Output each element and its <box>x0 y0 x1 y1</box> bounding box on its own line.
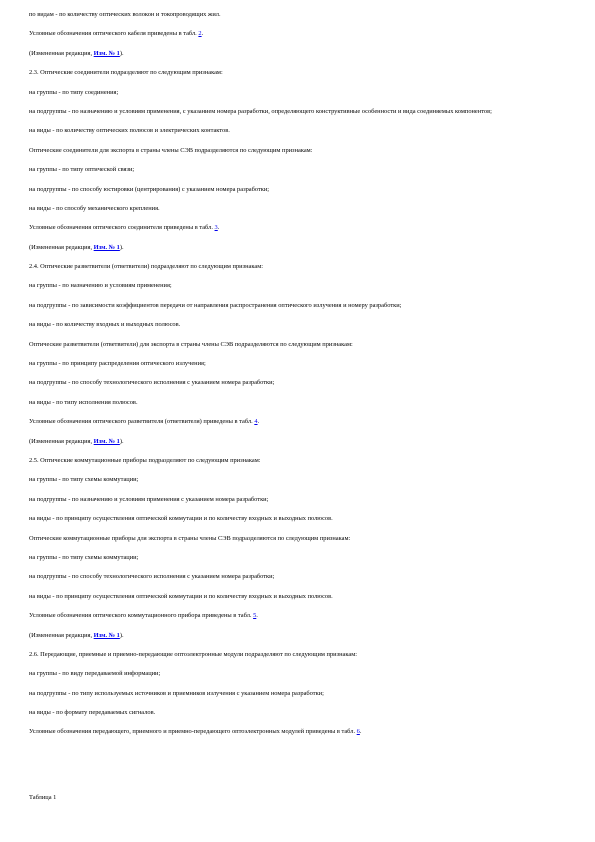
paragraph-text: по видам - по количеству оптических волокон и токопроводящих жил. <box>29 11 221 18</box>
paragraph-text: Оптические разветвители (ответвители) для экспорта в страны члены СЭВ подразделяются по следующим признакам: <box>29 340 353 348</box>
paragraph-text: на виды - по принципу осуществления оптической коммутации и по количеству входных и выходных полюсов. <box>29 515 333 523</box>
paragraph-text-after: . <box>359 728 362 736</box>
paragraph-text: (Измененная редакция, <box>29 49 94 57</box>
table-link[interactable]: 6 <box>356 728 360 736</box>
paragraph-text: на группы - по типу схемы коммутации; <box>29 476 139 484</box>
paragraph <box>29 632 569 640</box>
paragraph-text: на группы - по виду передаваемой информации; <box>29 670 161 678</box>
paragraph-text-after: . <box>256 612 258 620</box>
paragraph-text: (Измененная редакция, <box>29 243 94 251</box>
paragraph-text: Оптические соединители для экспорта в страны члены СЭВ подразделяются по следующим признакам: <box>29 146 313 154</box>
paragraph-text: (Измененная редакция, <box>29 437 94 445</box>
paragraph <box>29 418 569 426</box>
paragraph <box>29 593 569 601</box>
paragraph <box>29 321 569 329</box>
table-caption: Таблица 1 <box>29 794 57 801</box>
table-link[interactable]: 5 <box>253 612 257 620</box>
paragraph <box>29 573 569 581</box>
amendment-link[interactable]: Изм. № 1 <box>93 437 120 445</box>
paragraph <box>29 147 569 155</box>
amendment-link[interactable]: Изм. № 1 <box>93 631 120 639</box>
paragraph-text: на группы - по типу схемы коммутации; <box>29 553 139 561</box>
paragraph <box>29 205 569 213</box>
amendment-link[interactable]: Изм. № 1 <box>93 243 120 251</box>
paragraph <box>29 651 569 659</box>
paragraph-text: на подгруппы - по зависимости коэффициентов передачи от направления распространения оптического излучения и номеру разработки; <box>29 301 402 309</box>
paragraph <box>29 69 569 77</box>
paragraph <box>29 535 569 543</box>
paragraph <box>29 244 569 252</box>
paragraph <box>29 263 569 271</box>
paragraph-text: на подгруппы - по типу используемых источников и приемников излучения с указанием номера разработки; <box>29 689 324 697</box>
paragraph-text: на подгруппы - по способу технологического исполнения с указанием номера разработки; <box>29 379 275 387</box>
paragraph-text: на подгруппы - по назначению и условиям применения, с указанием номера разработки, определяющего конструктивные особенности и вида соединяемых компонентов; <box>29 107 492 115</box>
paragraph <box>29 515 569 523</box>
paragraph-text: на группы - по назначению и условиям применения; <box>29 282 172 290</box>
paragraph-text: на группы - по принципу распределения оптического излучения; <box>29 360 206 368</box>
paragraph-text: на виды - по формату передаваемых сигналов. <box>29 709 156 717</box>
paragraph <box>29 108 569 116</box>
paragraph-text: 2.3. Оптические соединители подразделяют по следующим признакам: <box>29 69 223 77</box>
paragraph-text: на группы - по типу оптической связи; <box>29 166 135 174</box>
paragraph-text: на подгруппы - по способу юстировки (центрирования) с указанием номера разработки; <box>29 185 270 193</box>
paragraph-text: на виды - по количеству оптических полюсов и электрических контактов. <box>29 127 230 135</box>
paragraph-text: Условные обозначения оптического кабеля приведены в табл. <box>29 30 199 38</box>
paragraph-text-after: ). <box>119 437 124 445</box>
table-link[interactable]: 4 <box>254 418 258 426</box>
paragraph-text-after: . <box>201 30 204 38</box>
paragraph <box>29 302 569 310</box>
paragraph <box>29 690 569 698</box>
paragraph <box>29 438 569 446</box>
paragraph <box>29 50 569 58</box>
paragraph-text: на виды - по способу механического крепления. <box>29 204 160 212</box>
paragraph <box>29 612 569 620</box>
paragraph <box>29 379 569 387</box>
paragraph-text-after: ). <box>119 631 124 639</box>
paragraph-text: 2.5. Оптические коммутационные приборы подразделяют по следующим признакам: <box>29 456 261 464</box>
paragraph-text: 2.6. Передающие, приемные и приемно-передающие оптоэлектронные модули подразделяют по следующим признакам: <box>29 650 358 658</box>
paragraph <box>29 476 569 484</box>
table-link[interactable]: 2 <box>198 30 202 38</box>
table-link[interactable]: 3 <box>214 224 218 232</box>
paragraph-text-after: ). <box>119 49 124 57</box>
paragraph-text: Условные обозначения оптического разветвителя (ответвителя) приведены в табл. <box>29 418 255 426</box>
paragraph <box>29 282 569 290</box>
paragraph-text: Условные обозначения передающего, приемного и приемно-передающего оптоэлектронных модулей приведены в табл. <box>29 728 357 736</box>
paragraph <box>29 554 569 562</box>
paragraph <box>29 186 569 194</box>
paragraph <box>29 89 569 97</box>
paragraph-text-after: . <box>217 224 220 232</box>
paragraph <box>29 496 569 504</box>
paragraph <box>29 360 569 368</box>
paragraph <box>29 670 569 678</box>
paragraph <box>29 709 569 717</box>
paragraph-text: на виды - по типу исполнения полюсов. <box>29 398 138 406</box>
paragraph-text: на подгруппы - по назначению и условиям применения с указанием номера разработки; <box>29 495 269 503</box>
paragraph <box>29 224 569 232</box>
amendment-link[interactable]: Изм. № 1 <box>93 49 120 57</box>
paragraph-text-after: . <box>257 418 260 426</box>
paragraph-text-after: ). <box>119 243 124 251</box>
paragraph <box>29 11 569 19</box>
paragraph <box>29 457 569 465</box>
paragraph-text: на группы - по типу соединения; <box>29 88 119 96</box>
paragraph-text: на виды - по принципу осуществления оптической коммутации и по количеству входных и выходных полюсов. <box>29 592 333 600</box>
paragraph <box>29 166 569 174</box>
paragraph-text: на виды - по количеству входных и выходных полюсов. <box>29 321 181 329</box>
paragraph <box>29 30 569 38</box>
paragraph <box>29 127 569 135</box>
paragraph <box>29 341 569 349</box>
document-body <box>29 11 569 748</box>
paragraph-text: Условные обозначения оптического коммутационного прибора приведены в табл. <box>29 612 254 620</box>
paragraph-text: Оптические коммутационные приборы для экспорта в страны члены СЭВ подразделяются по следующим признакам: <box>29 534 351 542</box>
paragraph <box>29 399 569 407</box>
paragraph-text: (Измененная редакция, <box>29 631 94 639</box>
paragraph-text: на подгруппы - по способу технологического исполнения с указанием номера разработки; <box>29 573 275 581</box>
paragraph-text: 2.4. Оптические разветвители (ответвители) подразделяют по следующим признакам: <box>29 263 264 271</box>
paragraph <box>29 728 569 736</box>
paragraph-text: Условные обозначения оптического соединителя приведены в табл. <box>29 224 215 232</box>
